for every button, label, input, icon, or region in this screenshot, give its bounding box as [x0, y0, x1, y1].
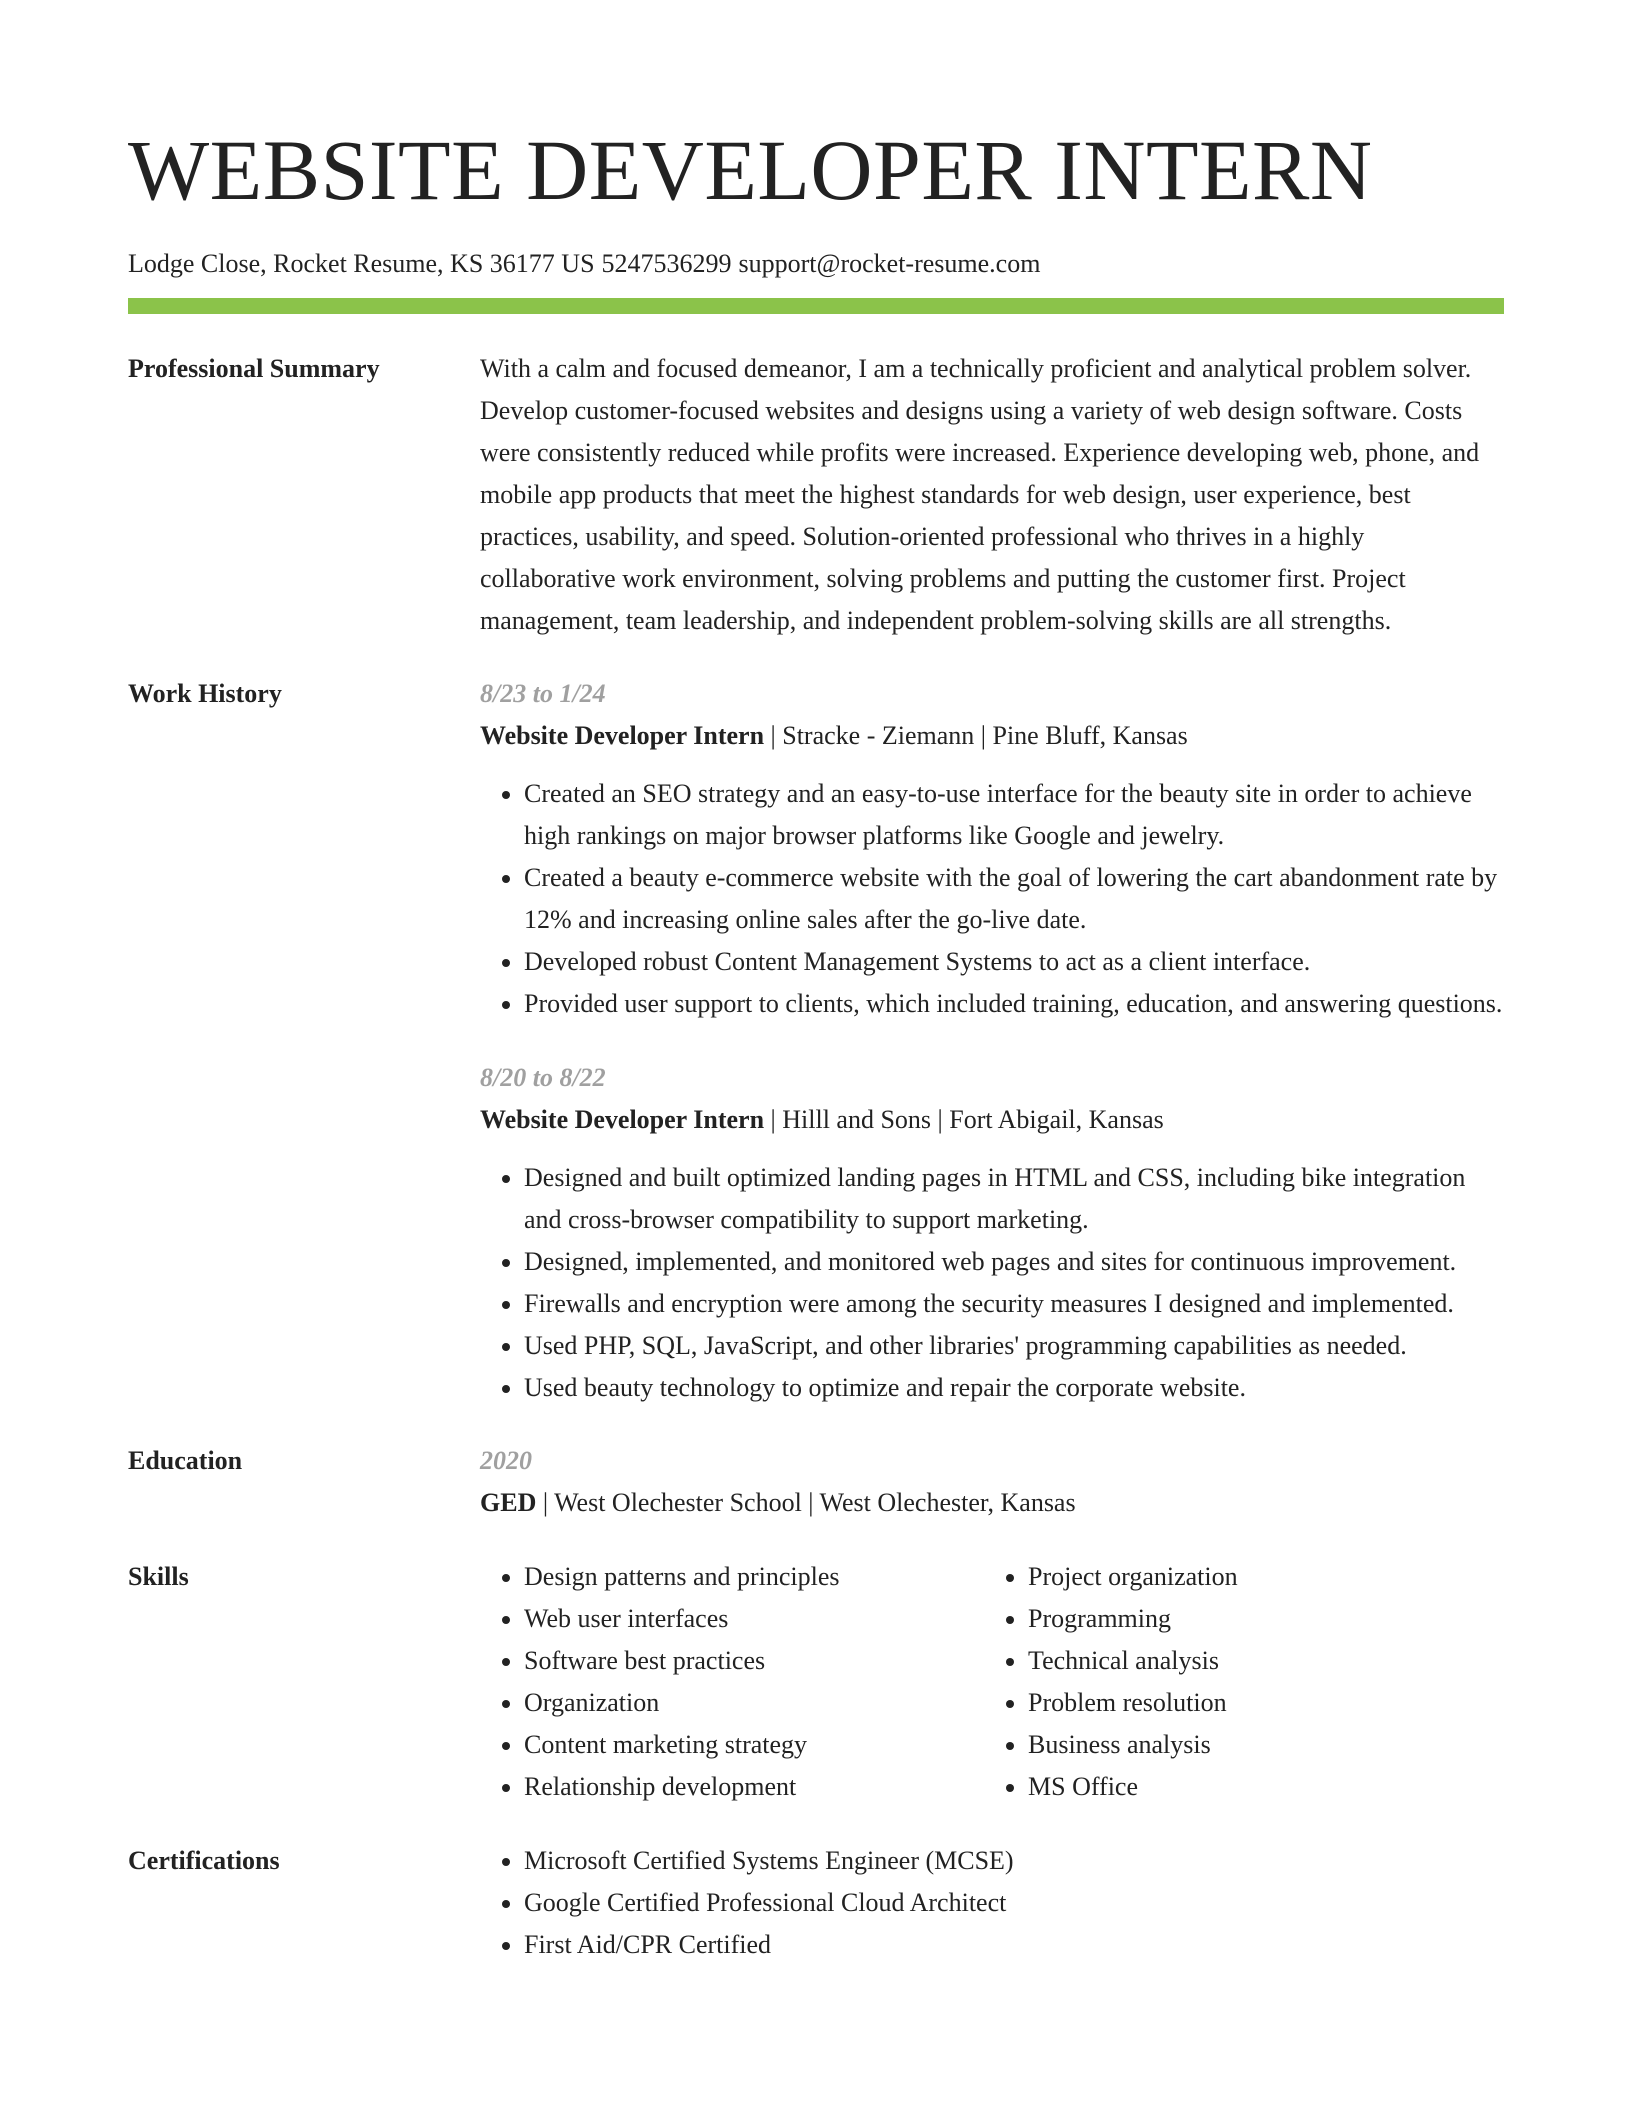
resume-page	[128, 0, 1504, 1966]
job-dates: 8/20 to 8/22	[480, 1063, 606, 1092]
summary-text: With a calm and focused demeanor, I am a technically proficient and analytical problem solver. Develop customer-focused websites and designs using a variety of web design software. Costs were consistently reduced while profits were increased. Experience developing web, phone, and mobile app products that meet the highest standards for web design, user experience, best practices, usability, and speed. Solution-oriented professional who thrives in a highly collaborative work environment, solving problems and putting the customer first. Project management, team leadership, and independent problem-solving skills are all strengths.	[480, 354, 1480, 635]
skill-item: • Business analysis	[1028, 1724, 1488, 1766]
skills-columns	[480, 1556, 1504, 1808]
certification-item: • Microsoft Certified Systems Engineer (MCSE)	[524, 1840, 1504, 1882]
job-bullet: • Firewalls and encryption were among the security measures I designed and implemented.	[524, 1283, 1504, 1325]
skill-item: • Problem resolution	[1028, 1682, 1488, 1724]
work-history-body	[480, 673, 1504, 1409]
job-header	[480, 1099, 1504, 1141]
education-line	[480, 1482, 1504, 1524]
skill-item: • Organization	[524, 1682, 984, 1724]
skill-item: • Content marketing strategy	[524, 1724, 984, 1766]
skill-item: • Technical analysis	[1028, 1640, 1488, 1682]
job-bullet: • Developed robust Content Management Systems to act as a client interface.	[524, 941, 1504, 983]
job-bullet: • Provided user support to clients, which included training, education, and answering questions.	[524, 983, 1504, 1025]
job-entry	[480, 1057, 1504, 1409]
job-title: Website Developer Intern	[480, 721, 765, 750]
skill-item: • Project organization	[1028, 1556, 1488, 1598]
skill-item: • Relationship development	[524, 1766, 984, 1808]
education-degree: GED	[480, 1488, 537, 1517]
summary-body	[480, 348, 1504, 642]
skill-item: • Web user interfaces	[524, 1598, 984, 1640]
job-bullet: • Created an SEO strategy and an easy-to-use interface for the beauty site in order to achieve high rankings on major browser platforms like Google and jewelry.	[524, 773, 1504, 857]
certifications-heading: Certifications	[128, 1846, 280, 1875]
summary-section	[128, 348, 1504, 642]
skill-item: • Software best practices	[524, 1640, 984, 1682]
skills-body	[480, 1556, 1504, 1808]
certifications-section	[128, 1840, 1504, 1966]
skills-column-1	[480, 1556, 984, 1808]
job-bullets	[480, 773, 1504, 1025]
job-bullet: • Designed, implemented, and monitored web pages and sites for continuous improvement.	[524, 1241, 1504, 1283]
education-heading: Education	[128, 1446, 243, 1475]
job-dates: 8/23 to 1/24	[480, 679, 606, 708]
contact-line	[128, 246, 1504, 282]
job-header	[480, 715, 1504, 757]
job-details: | Stracke - Ziemann | Pine Bluff, Kansas	[764, 721, 1188, 750]
work-history-section	[128, 673, 1504, 1409]
work-history-heading: Work History	[128, 679, 282, 708]
certifications-body	[480, 1840, 1504, 1966]
job-details: | Hilll and Sons | Fort Abigail, Kansas	[764, 1105, 1164, 1134]
skill-item: • Programming	[1028, 1598, 1488, 1640]
certification-item: • First Aid/CPR Certified	[524, 1924, 1504, 1966]
education-year: 2020	[480, 1446, 532, 1475]
skills-section	[128, 1556, 1504, 1808]
education-details: | West Olechester School | West Olechester, Kansas	[536, 1488, 1076, 1517]
header-divider	[128, 298, 1504, 314]
job-entry	[480, 673, 1504, 1025]
skill-item: • Design patterns and principles	[524, 1556, 984, 1598]
job-bullet: • Created a beauty e-commerce website with the goal of lowering the cart abandonment rate by 12% and increasing online sales after the go-live date.	[524, 857, 1504, 941]
skill-item: • MS Office	[1028, 1766, 1488, 1808]
job-bullet: • Designed and built optimized landing pages in HTML and CSS, including bike integration and cross-browser compatibility to support marketing.	[524, 1157, 1504, 1241]
contact-address: Lodge Close, Rocket Resume, KS 36177 US	[128, 249, 595, 278]
job-title: Website Developer Intern	[480, 1105, 765, 1134]
certifications-list	[480, 1840, 1504, 1966]
certification-item: • Google Certified Professional Cloud Architect	[524, 1882, 1504, 1924]
job-bullet: • Used beauty technology to optimize and repair the corporate website.	[524, 1367, 1504, 1409]
contact-email: support@rocket-resume.com	[738, 249, 1041, 278]
skills-column-2	[984, 1556, 1488, 1808]
contact-phone: 5247536299	[601, 249, 732, 278]
job-bullets	[480, 1157, 1504, 1409]
skills-heading: Skills	[128, 1562, 189, 1591]
education-section	[128, 1440, 1504, 1524]
resume-name: WEBSITE DEVELOPER INTERN	[128, 122, 1373, 218]
education-body	[480, 1440, 1504, 1524]
job-bullet: • Used PHP, SQL, JavaScript, and other libraries' programming capabilities as needed.	[524, 1325, 1504, 1367]
summary-heading: Professional Summary	[128, 354, 380, 383]
